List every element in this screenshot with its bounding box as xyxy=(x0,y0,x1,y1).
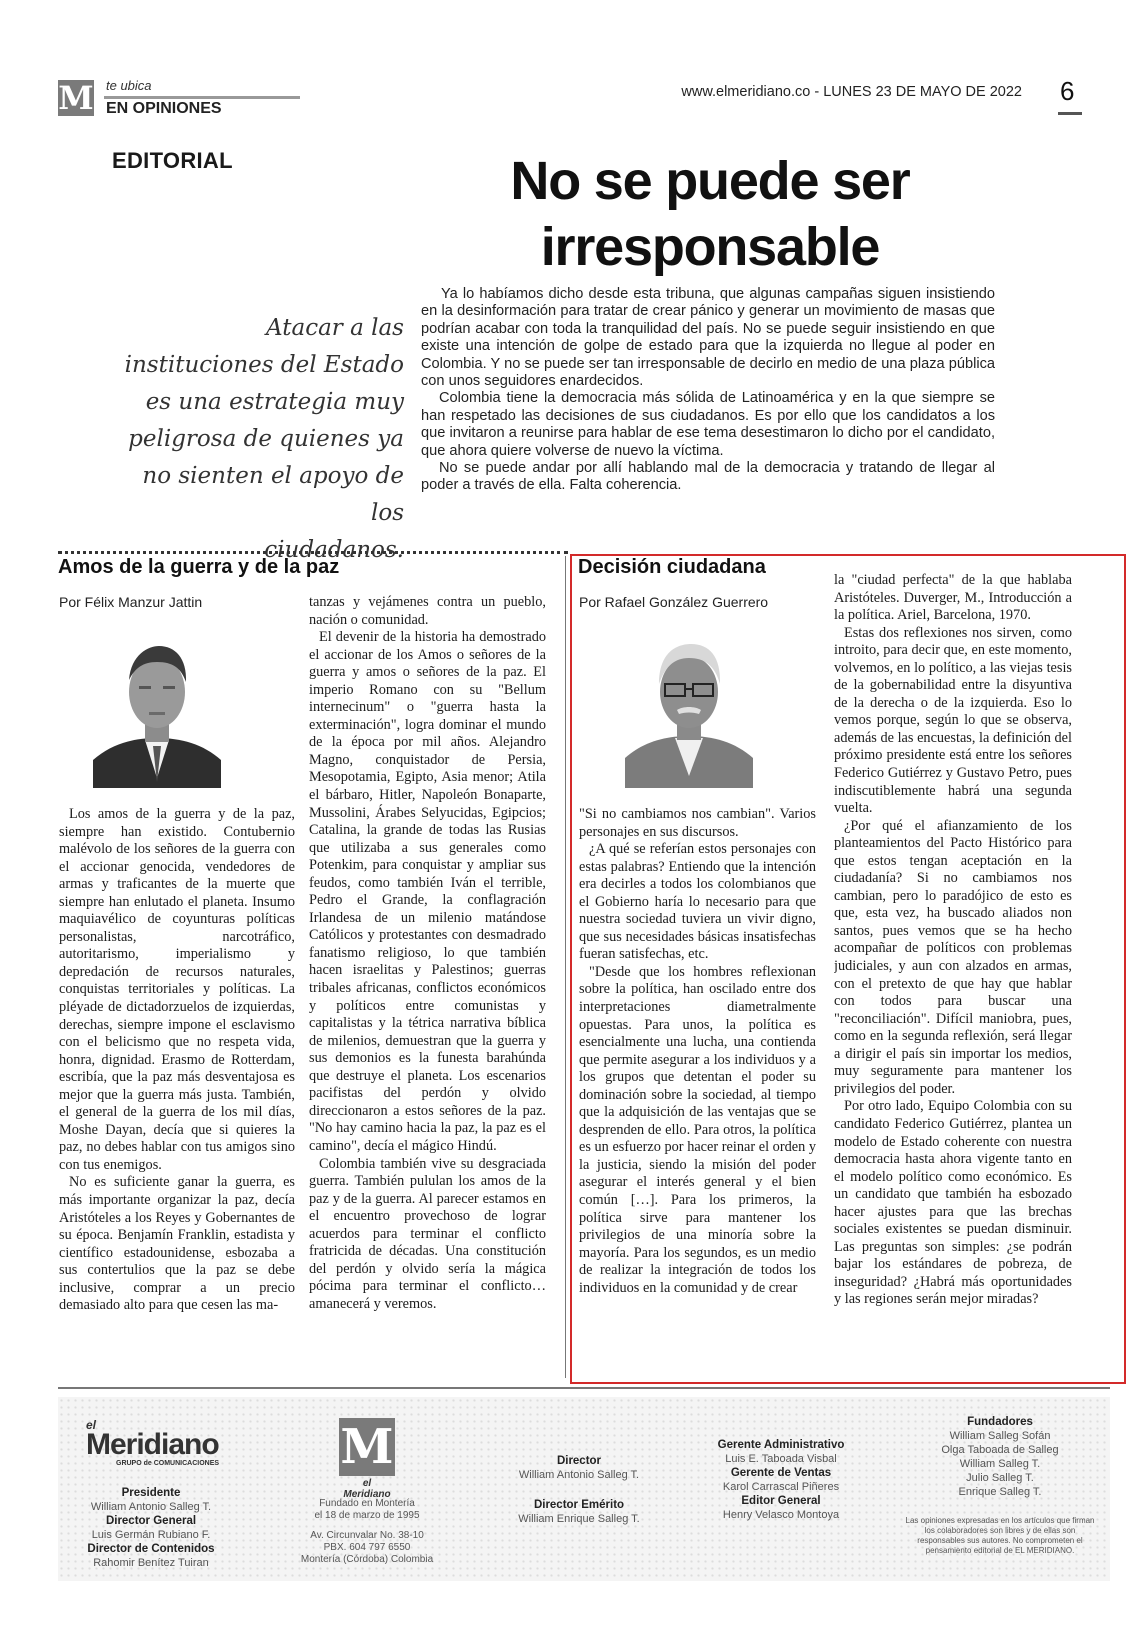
pull-quote-line: Atacar a las xyxy=(266,315,404,341)
credit-role: Gerente de Ventas xyxy=(730,1467,832,1479)
article-column xyxy=(309,594,546,1336)
page-number: 6 xyxy=(1060,76,1075,106)
credit-name: Olga Taboada de Salleg xyxy=(941,1444,1059,1456)
credit-role: Gerente Administrativo xyxy=(717,1439,845,1451)
article-paragraph: Por otro lado, Equipo Colombia con su candidato Federico Gutiérrez, plantea un modelo de Estado coherente con nuestra democracia hasta ahora vigente tanto en el modelo político como económico. Es un candidato que también ha esbozado hacer ajustes para que las brechas sociales existentes se puedan disminuir. Las preguntas son simples: ¿se podrán bajar los estándares de pobreza, de inseguridad? ¿Habrá más oportunidades y las regiones serán mejor miradas? xyxy=(834,1098,1072,1308)
tagline: te ubica xyxy=(106,78,152,93)
article-author: Por Félix Manzur Jattin xyxy=(59,594,203,610)
founding-info xyxy=(287,1498,447,1566)
credit-name: Karol Carrascal Piñeres xyxy=(722,1481,840,1493)
author-photo xyxy=(625,628,753,788)
credit-role: Director xyxy=(556,1455,602,1467)
disclaimer: Las opiniones expresadas en los artículos que firman los colaboradores son libres y de ellas son responsables sus autores. No comprometen el pensamiento editorial de EL MERIDIANO. xyxy=(905,1516,1095,1555)
executive-credits xyxy=(66,1486,236,1570)
credit-role: Fundadores xyxy=(967,1416,1033,1428)
brand-article: el xyxy=(86,1418,97,1432)
management-credits xyxy=(693,1438,869,1522)
credit-name: Rahomir Benítez Tuiran xyxy=(93,1557,209,1569)
editorial-title xyxy=(420,148,1000,280)
pull-quote-line: es una estrategia muy xyxy=(145,389,404,415)
article-paragraph: "Desde que los hombres reflexionan sobre la política, han oscilado entre dos interpretaciones diametralmente opuestas. Para unos, la política es esencialmente una lucha, una contienda que permite asegurar a los individuos y a los grupos que detentan el poder su dominación sobre la sociedad, al tiempo que la adquisición de las ventajas que se desprenden de ello. Para otros, la política es un esfuerzo por hacer reinar el orden y la justicia, siendo la misión del poder asegurar el interés general y el bien común […]. Para los primeros, la política sirve para mantener los privilegios de una minoría sobre la mayoría. Para los segundos, es un medio de realizar la integración de todos los individuos en la comunidad y de crear xyxy=(579,963,816,1296)
dotted-separator xyxy=(58,551,568,554)
credit-name: William Enrique Salleg T. xyxy=(518,1513,640,1525)
credit-role: Director de Contenidos xyxy=(87,1543,215,1555)
credit-role: Editor General xyxy=(741,1495,821,1507)
editorial-title-line: irresponsable xyxy=(540,217,880,277)
credit-name: William Salleg T. xyxy=(959,1458,1041,1470)
publication-date-line: www.elmeridiano.co - LUNES 23 DE MAYO DE 2022 xyxy=(681,84,1022,100)
article-paragraph: Colombia también vive su desgraciada guerra. También pululan los amos de la paz y de la guerra. Al parecer estamos en el encuentro provechoso de lograr acuerdos para terminar el conflicto fratricida de décadas. Una constitución del perdón y olvido sería la mágica pócima para terminar el conflicto… amanecerá y veremos. xyxy=(309,1155,546,1312)
pull-quote-line: no sienten el apoyo de los xyxy=(142,463,404,526)
credit-name: Henry Velasco Montoya xyxy=(722,1509,840,1521)
address-line: Av. Circunvalar No. 38-10 xyxy=(310,1530,424,1541)
article-author: Por Rafael González Guerrero xyxy=(579,594,769,610)
brand-subtitle: GRUPO de COMUNICACIONES xyxy=(116,1460,220,1467)
bottom-rule xyxy=(58,1387,1110,1389)
article-paragraph: tanzas y vejámenes contra un pueblo, nación o comunidad. xyxy=(309,594,546,628)
credit-name: Luis E. Taboada Visbal xyxy=(725,1453,837,1465)
article-paragraph: Los amos de la guerra y de la paz, siempre han existido. Contubernio malévolo de los señores de la guerra con el accionar genocida, vendedores de armas y traficantes de la muerte que siempre han enlutado el planeta. Insumo maquiavélico de coyunturas políticas personalistas, narcotráfico, autoritarismo, imperialismo y depredación de recursos naturales, conquistas territoriales y políticas. La pléyade de dictadorzuelos de izquierdas, derechas, siempre impone el esclavismo con el belicismo que no respeta vida, honra, dignidad. Erasmo de Rotterdam, escribía, que la paz más desventajosa es mejor que la guerra más justa. También, el general de la guerra de los mil días, Moshe Dayan, decía que si quieres la paz, no debes hablar con tus amigos sino con tus enemigos. xyxy=(59,806,295,1173)
article-paragraph: "Si no cambiamos nos cambian". Varios personajes en sus discursos. xyxy=(579,806,816,840)
credit-name: Enrique Salleg T. xyxy=(958,1486,1042,1498)
editorial-title-line: No se puede ser xyxy=(510,151,910,211)
editorial-paragraph: Ya lo habíamos dicho desde esta tribuna, que algunas campañas siguen insistiendo en la desinformación para tratar de crear pánico y generar un movimiento de masas que podrían acabar con toda la tranquilidad del país. No se puede seguir insistiendo en que existe una intención de golpe de estado para que la izquierda no llegue al poder en Colombia. Y no se puede ser tan irresponsable de decirlo en medio de una plaza pública con unos seguidores enardecidos. xyxy=(421,286,995,390)
editorial-paragraph: No se puede andar por allí hablando mal de la democracia y tratando de llegar al poder a través de ella. Falta coherencia. xyxy=(421,460,995,494)
article-paragraph: la "ciudad perfecta" de la que hablaba Aristóteles. Duverger, M., Introducción a la política. Ariel, Barcelona, 1970. xyxy=(834,572,1072,624)
brand-logo-text: el Meridiano xyxy=(343,1478,391,1500)
meridiano-logo: M xyxy=(58,79,94,117)
article-column xyxy=(834,572,1072,1336)
author-photo xyxy=(93,628,221,788)
credit-name: Julio Salleg T. xyxy=(966,1472,1034,1484)
address-line: PBX. 604 797 6550 xyxy=(323,1542,411,1553)
editorial-body xyxy=(421,286,995,495)
article-paragraph: ¿Por qué el afianzamiento de los planteamientos del Pacto Histórico para que estos tengan aceptación en la ciudadanía? Si no cambiamos nos cambian, pero lo paradójico de esto es que, esta vez, ha buscado aliados non santos, pues vemos que se ha hecho acompañar de políticos con problemas judiciales, y aun con alzados en armas, con el pretexto de que hay que hablar con todos para buscar una "reconciliación". Difícil maniobra, pues, como en la segunda reflexión, será llegar a dirigir el país sin importar los medios, muy seguramente para mantener los privilegios del poder. xyxy=(834,817,1072,1097)
credit-role: Director Emérito xyxy=(533,1499,625,1511)
article-column xyxy=(59,806,295,1336)
pull-quote-line: instituciones del Estado xyxy=(124,352,404,378)
article-paragraph: ¿A qué se referían estos personajes con estas palabras? Entiendo que la intención era decirles a todos los colombianos que el Gobierno haría lo necesario para que nuestra sociedad tuviera un vivir digno, que sus necesidades básicas insatisfechas fueran satisfechas, etc. xyxy=(579,841,816,963)
founders-credits xyxy=(912,1415,1088,1499)
article-title: Decisión ciudadana xyxy=(578,556,766,578)
founding-line: Fundado en Montería xyxy=(319,1498,415,1509)
director-credits xyxy=(490,1454,668,1526)
credit-name: Luis Germán Rubiano F. xyxy=(91,1529,211,1541)
pull-quote-line: ciudadanos. xyxy=(264,537,404,563)
column-separator xyxy=(565,556,566,1378)
article-paragraph: No es suficiente ganar la guerra, es más importante organizar la paz, decía Aristóteles a los Reyes y Gobernantes de su época. Benjamín Franklin, estadista y científico estadounidense, esbozaba a sus contertulios que la paz se debe inclusive, comprar a un precio demasiado alto para que cesen las ma- xyxy=(59,1174,295,1314)
meridiano-logo: M xyxy=(340,1419,394,1475)
credit-name: William Salleg Sofán xyxy=(949,1430,1051,1442)
article-paragraph: El devenir de la historia ha demostrado el accionar de los Amos o señores de la guerra y amos o señores de la paz. El imperio Romano con su "Bellum internecinum" o "guerra hasta la exterminación", logra dominar el mundo de la época por mil años. Alejandro Magno, conquistador de Persia, Mesopotamia, Egipto, Asia menor; Atila el bárbaro, Hitler, Napoleón Bonaparte, Mussolini, Árabes Selyucidas, Egipcios; Catalina, la grande de todas las Rusias que utilizaba a sus generales como Potenkim, para conquistar y ampliar sus feudos, como también Iván el terrible, Pedro el Grande, la conflagración Irlandesa de un milenio matándose Católicos y protestantes con desmadrado fanatismo religioso, lo que también hacen israelitas y Palestinos; guerras tribales africanas, conflictos económicos y políticos entre comunistas y capitalistas y la tétrica narrativa bíblica de milenios, demuestran que la guerra y sus demonios es la funesta barahúnda que destruye el planeta. Los escenarios pacifistas del perdón y olvido direccionaron a estos señores de la paz. "No hay camino hacia la paz, la paz es el camino", decía el mágico Hindú. xyxy=(309,629,546,1154)
credit-name: William Antonio Salleg T. xyxy=(518,1469,640,1481)
article-column xyxy=(579,806,816,1336)
brand-logo-text: Meridiano xyxy=(86,1428,219,1461)
pull-quote xyxy=(118,310,404,569)
article-paragraph: Estas dos reflexiones nos sirven, como introito, para decir que, en este momento, volvemos, en lo político, a las viejas tesis de la gobernabilidad entre la disyuntiva de la derecha o de la izquierda. Eso lo vemos porque, según lo que se observa, además de las encuestas, la definición del próximo presidente está entre los señores Federico Gutiérrez y Gustavo Petro, pues indiscutiblemente habrá una segunda vuelta. xyxy=(834,624,1072,817)
founding-line: el 18 de marzo de 1995 xyxy=(314,1510,420,1521)
credit-role: Director General xyxy=(105,1515,197,1527)
credit-role: Presidente xyxy=(121,1487,181,1499)
editorial-paragraph: Colombia tiene la democracia más sólida de Latinoamérica y en la que siempre se han respetado las decisiones de sus ciudadanos. Es por ello que los candidatos a los que invitaron a reunirse para hablar de ese tema desestimaron lo dicho por el candidato, que ahora quiere volverse de nuevo la víctima. xyxy=(421,390,995,459)
article-title: Amos de la guerra y de la paz xyxy=(58,556,340,578)
pull-quote-line: peligrosa de quienes ya xyxy=(128,426,404,452)
editorial-label: EDITORIAL xyxy=(112,148,233,173)
address-line: Montería (Córdoba) Colombia xyxy=(300,1554,434,1565)
page-number-rule xyxy=(1058,112,1082,115)
credit-name: William Antonio Salleg T. xyxy=(90,1501,212,1513)
section-name: EN OPINIONES xyxy=(106,100,222,117)
header-rule xyxy=(104,96,300,99)
